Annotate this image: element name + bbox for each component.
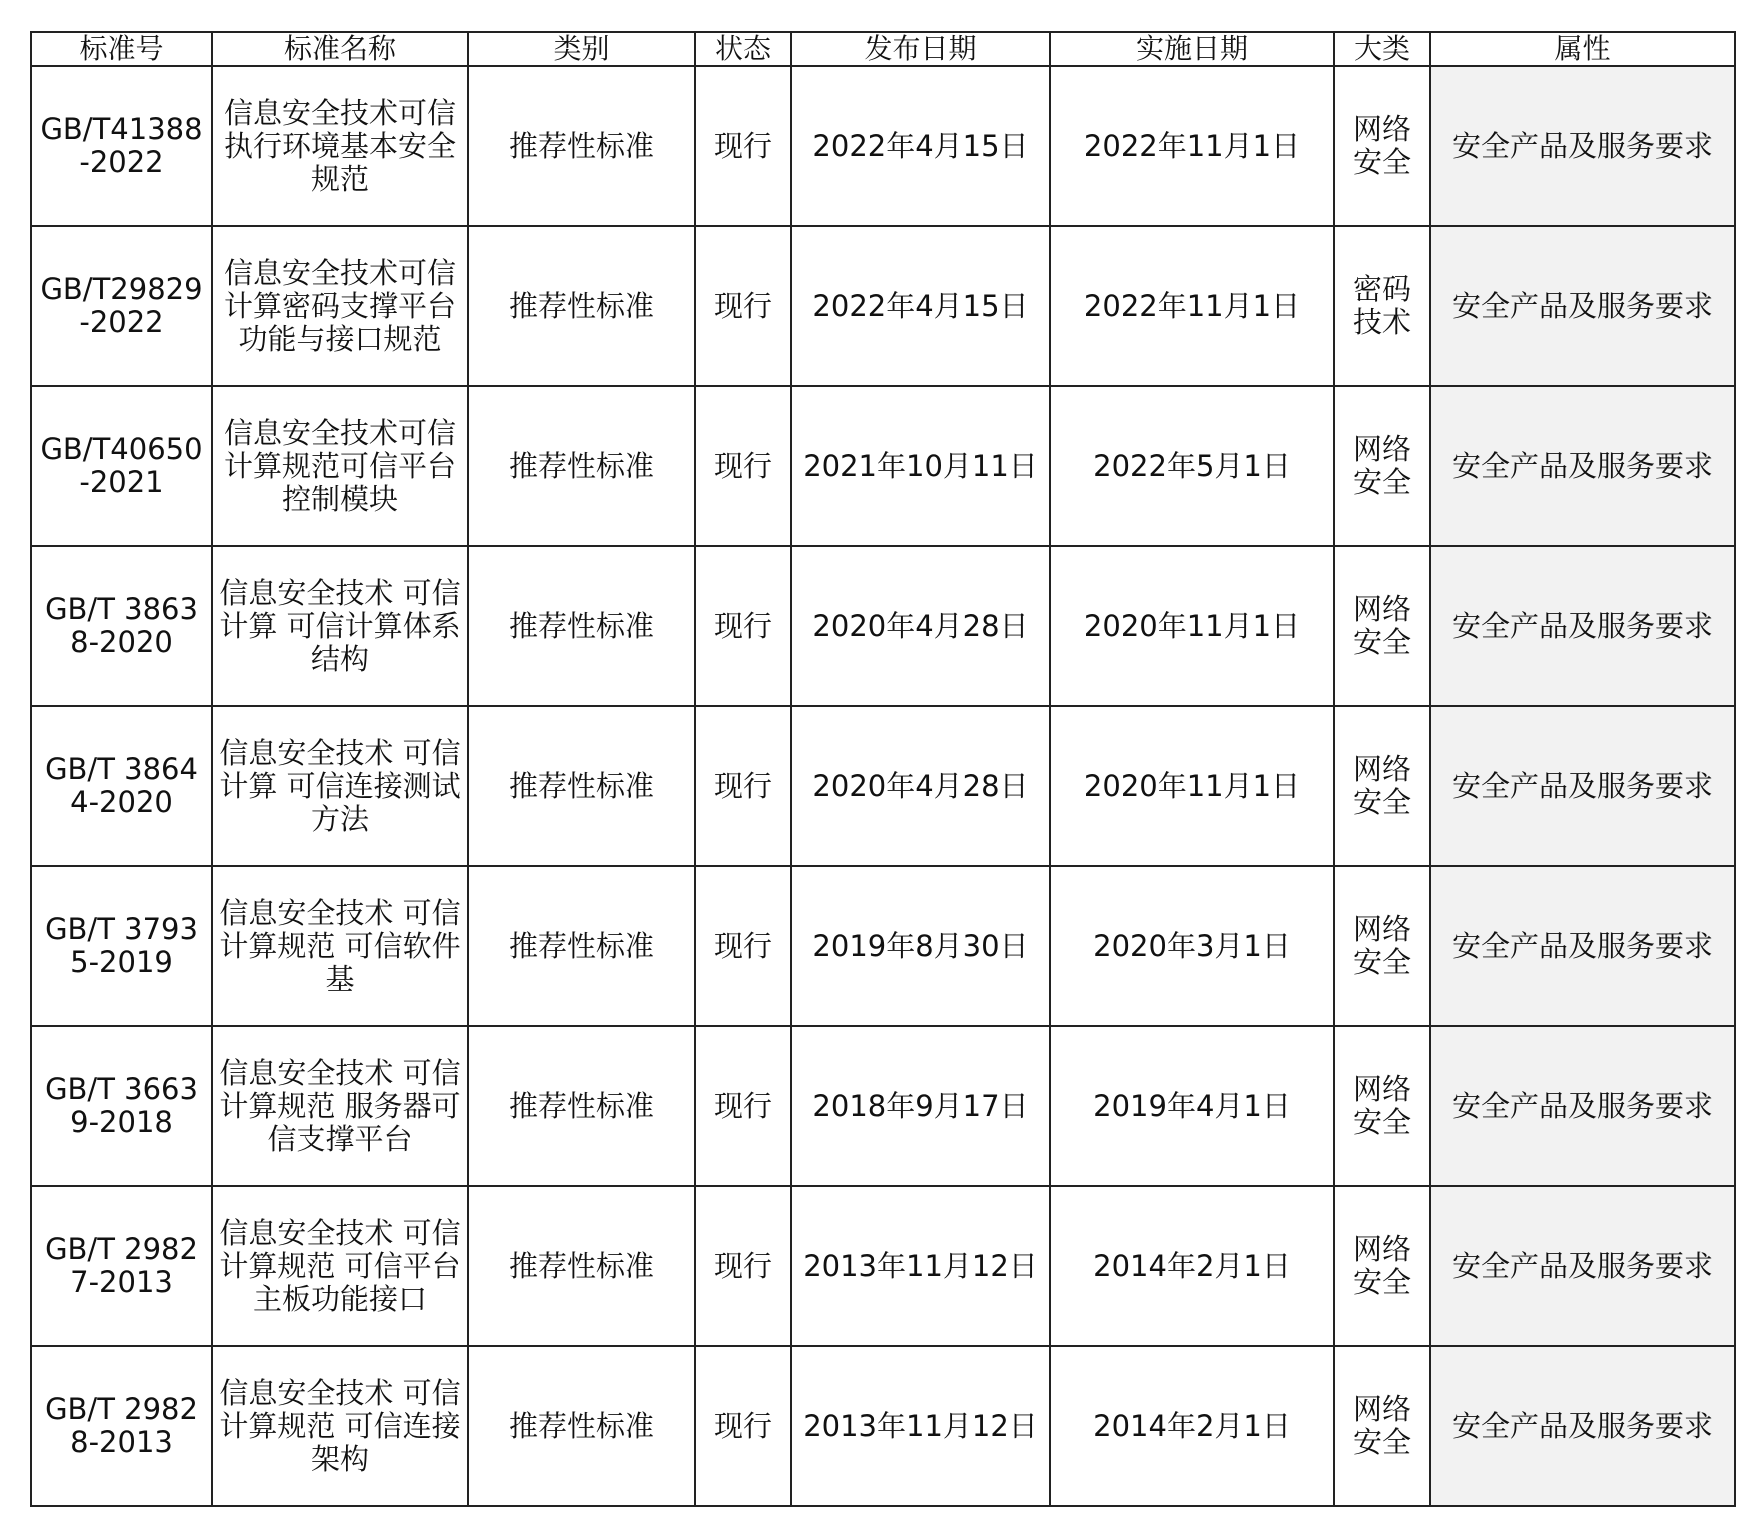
publish-date-cell: 2021年10月11日: [791, 386, 1050, 546]
category-cell: 推荐性标准: [468, 706, 695, 866]
attribute-cell: 安全产品及服务要求: [1430, 386, 1735, 546]
attribute-cell: 安全产品及服务要求: [1430, 1026, 1735, 1186]
category-cell: 推荐性标准: [468, 226, 695, 386]
table-row: [31, 226, 1735, 386]
status-cell: 现行: [695, 866, 791, 1026]
implement-date-cell: 2022年11月1日: [1050, 226, 1334, 386]
standard-number-cell: GB/T40650-2021: [31, 386, 212, 546]
standard-number-cell: GB/T 38638-2020: [31, 546, 212, 706]
header-standard-number: 标准号: [31, 32, 212, 66]
attribute-cell: 安全产品及服务要求: [1430, 66, 1735, 226]
publish-date-cell: 2022年4月15日: [791, 66, 1050, 226]
attribute-cell: 安全产品及服务要求: [1430, 1346, 1735, 1506]
publish-date-cell: 2018年9月17日: [791, 1026, 1050, 1186]
major-category-cell: 密码技术: [1334, 226, 1430, 386]
standard-name-cell: 信息安全技术 可信计算规范 可信连接架构: [212, 1346, 468, 1506]
header-publish-date: 发布日期: [791, 32, 1050, 66]
status-cell: 现行: [695, 386, 791, 546]
implement-date-cell: 2019年4月1日: [1050, 1026, 1334, 1186]
publish-date-cell: 2013年11月12日: [791, 1186, 1050, 1346]
major-category-cell: 网络安全: [1334, 386, 1430, 546]
status-cell: 现行: [695, 1346, 791, 1506]
standard-name-cell: 信息安全技术 可信计算 可信计算体系结构: [212, 546, 468, 706]
implement-date-cell: 2020年3月1日: [1050, 866, 1334, 1026]
implement-date-cell: 2020年11月1日: [1050, 706, 1334, 866]
standard-number-cell: GB/T29829-2022: [31, 226, 212, 386]
attribute-cell: 安全产品及服务要求: [1430, 546, 1735, 706]
standards-table-wrapper: [30, 31, 1736, 1507]
header-row: [31, 32, 1735, 66]
header-category: 类别: [468, 32, 695, 66]
status-cell: 现行: [695, 546, 791, 706]
standard-number-cell: GB/T41388-2022: [31, 66, 212, 226]
table-row: [31, 66, 1735, 226]
major-category-cell: 网络安全: [1334, 1026, 1430, 1186]
attribute-cell: 安全产品及服务要求: [1430, 1186, 1735, 1346]
standard-number-cell: GB/T 38644-2020: [31, 706, 212, 866]
status-cell: 现行: [695, 66, 791, 226]
major-category-cell: 网络安全: [1334, 1346, 1430, 1506]
implement-date-cell: 2014年2月1日: [1050, 1186, 1334, 1346]
standard-name-cell: 信息安全技术 可信计算规范 可信平台主板功能接口: [212, 1186, 468, 1346]
table-row: [31, 1026, 1735, 1186]
status-cell: 现行: [695, 226, 791, 386]
category-cell: 推荐性标准: [468, 866, 695, 1026]
table-row: [31, 1186, 1735, 1346]
major-category-cell: 网络安全: [1334, 866, 1430, 1026]
implement-date-cell: 2020年11月1日: [1050, 546, 1334, 706]
standard-number-cell: GB/T 29828-2013: [31, 1346, 212, 1506]
standard-name-cell: 信息安全技术 可信计算规范 可信软件基: [212, 866, 468, 1026]
standard-name-cell: 信息安全技术 可信计算规范 服务器可信支撑平台: [212, 1026, 468, 1186]
status-cell: 现行: [695, 1026, 791, 1186]
implement-date-cell: 2014年2月1日: [1050, 1346, 1334, 1506]
major-category-cell: 网络安全: [1334, 66, 1430, 226]
implement-date-cell: 2022年5月1日: [1050, 386, 1334, 546]
attribute-cell: 安全产品及服务要求: [1430, 706, 1735, 866]
category-cell: 推荐性标准: [468, 1186, 695, 1346]
category-cell: 推荐性标准: [468, 1346, 695, 1506]
publish-date-cell: 2019年8月30日: [791, 866, 1050, 1026]
attribute-cell: 安全产品及服务要求: [1430, 866, 1735, 1026]
standard-number-cell: GB/T 37935-2019: [31, 866, 212, 1026]
table-row: [31, 1346, 1735, 1506]
standard-number-cell: GB/T 29827-2013: [31, 1186, 212, 1346]
standard-name-cell: 信息安全技术可信计算规范可信平台控制模块: [212, 386, 468, 546]
major-category-cell: 网络安全: [1334, 546, 1430, 706]
standard-name-cell: 信息安全技术可信执行环境基本安全规范: [212, 66, 468, 226]
header-implement-date: 实施日期: [1050, 32, 1334, 66]
category-cell: 推荐性标准: [468, 1026, 695, 1186]
table-row: [31, 546, 1735, 706]
category-cell: 推荐性标准: [468, 66, 695, 226]
implement-date-cell: 2022年11月1日: [1050, 66, 1334, 226]
header-status: 状态: [695, 32, 791, 66]
category-cell: 推荐性标准: [468, 546, 695, 706]
major-category-cell: 网络安全: [1334, 706, 1430, 866]
standards-table: [30, 31, 1736, 1507]
table-row: [31, 706, 1735, 866]
standard-number-cell: GB/T 36639-2018: [31, 1026, 212, 1186]
header-standard-name: 标准名称: [212, 32, 468, 66]
table-row: [31, 866, 1735, 1026]
header-attribute: 属性: [1430, 32, 1735, 66]
category-cell: 推荐性标准: [468, 386, 695, 546]
standard-name-cell: 信息安全技术 可信计算 可信连接测试方法: [212, 706, 468, 866]
standard-name-cell: 信息安全技术可信计算密码支撑平台功能与接口规范: [212, 226, 468, 386]
attribute-cell: 安全产品及服务要求: [1430, 226, 1735, 386]
status-cell: 现行: [695, 1186, 791, 1346]
publish-date-cell: 2013年11月12日: [791, 1346, 1050, 1506]
table-row: [31, 386, 1735, 546]
header-major-category: 大类: [1334, 32, 1430, 66]
major-category-cell: 网络安全: [1334, 1186, 1430, 1346]
publish-date-cell: 2020年4月28日: [791, 706, 1050, 866]
publish-date-cell: 2022年4月15日: [791, 226, 1050, 386]
publish-date-cell: 2020年4月28日: [791, 546, 1050, 706]
status-cell: 现行: [695, 706, 791, 866]
